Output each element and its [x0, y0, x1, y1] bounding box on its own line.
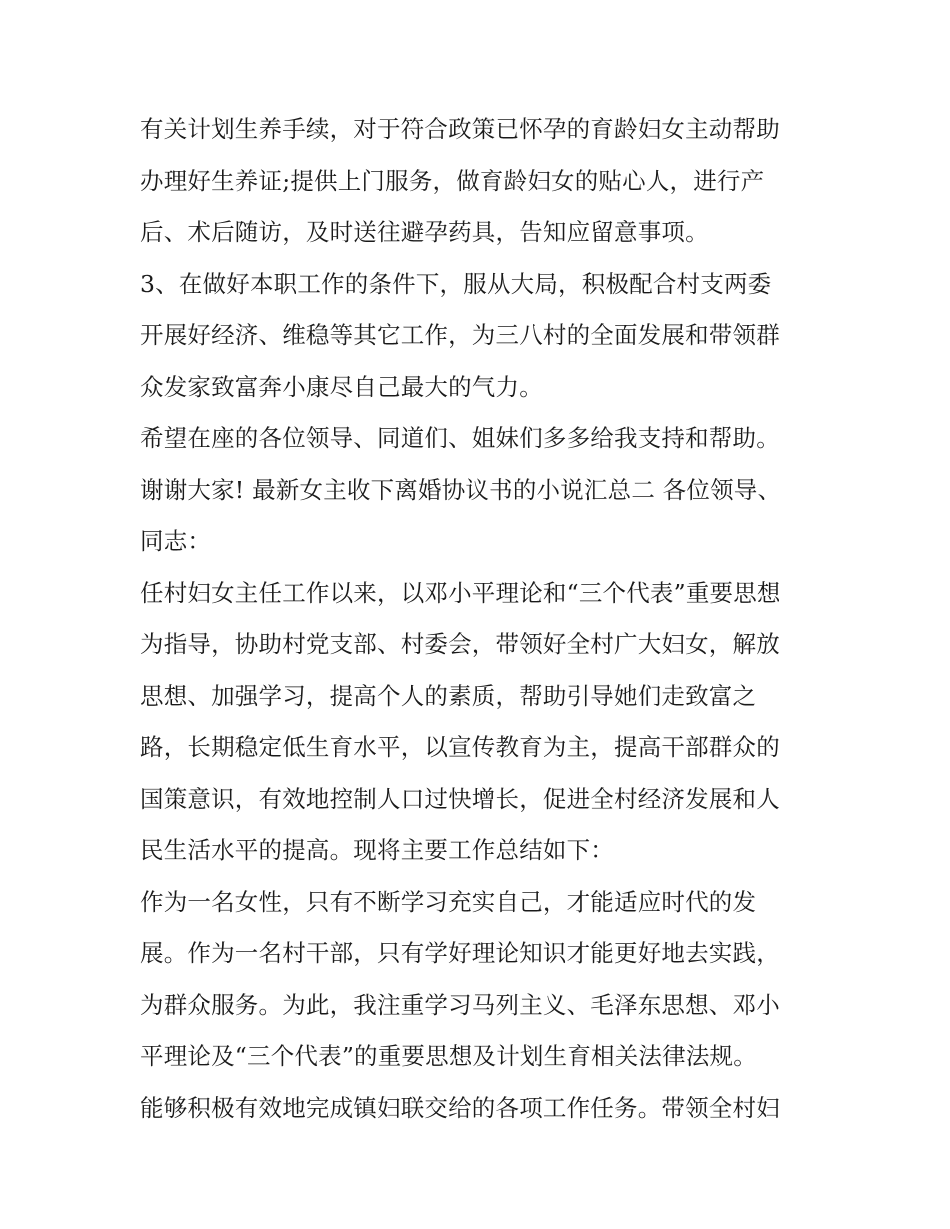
text-line: 希望在座的各位领导、同道们、姐妹们多多给我支持和帮助。 [140, 424, 780, 452]
text-line: 展。作为一名村干部，只有学好理论知识才能更好地去实践， [140, 939, 780, 967]
document-body [140, 104, 820, 1134]
text-line: 任村妇女主任工作以来，以邓小平理论和“三个代表”重要思想 [140, 578, 781, 607]
text-line: 开展好经济、维稳等其它工作，为三八村的全面发展和带领群 [140, 321, 780, 349]
text-line: 国策意识，有效地控制人口过快增长，促进全村经济发展和人 [140, 784, 780, 813]
text-line: 3、在做好本职工作的条件下，服从大局，积极配合村支两委 [140, 269, 772, 298]
text-line: 谢谢大家! 最新女主收下离婚协议书的小说汇总二 各位领导、 [140, 475, 782, 504]
text-line: 同志： [140, 527, 212, 555]
text-line: 办理好生养证;提供上门服务，做育龄妇女的贴心人，进行产 [140, 166, 765, 195]
text-line: 为指导，协助村党支部、村委会，带领好全村广大妇女，解放 [140, 630, 780, 658]
text-line: 有关计划生养手续，对于符合政策已怀孕的育龄妇女主动帮助 [140, 115, 780, 143]
text-line: 民生活水平的提高。现将主要工作总结如下： [140, 836, 614, 864]
text-line: 能够积极有效地完成镇妇联交给的各项工作任务。带领全村妇 [140, 1093, 780, 1122]
text-line: 平理论及“三个代表”的重要思想及计划生育相关法律法规。 [140, 1042, 757, 1070]
text-line: 后、术后随访，及时送往避孕药具，告知应留意事项。 [140, 218, 709, 246]
text-line: 路，长期稳定低生育水平，以宣传教育为主，提高干部群众的 [140, 733, 780, 761]
text-line: 思想、加强学习，提高个人的素质，帮助引导她们走致富之 [140, 681, 757, 710]
text-line: 众发家致富奔小康尽自己最大的气力。 [140, 372, 543, 401]
text-line: 为群众服务。为此，我注重学习马列主义、毛泽东思想、邓小 [140, 990, 780, 1019]
text-line: 作为一名女性，只有不断学习充实自己，才能适应时代的发 [140, 887, 757, 916]
